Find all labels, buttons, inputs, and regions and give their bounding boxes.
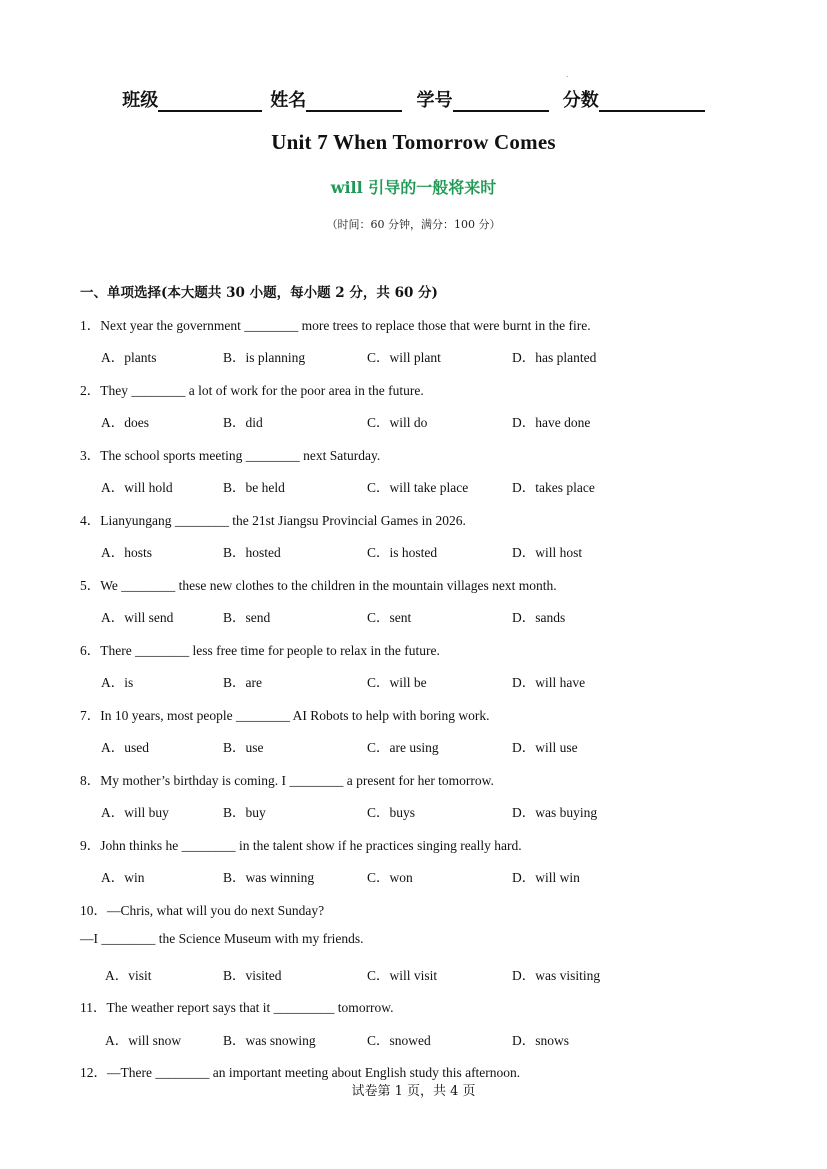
question-stem: 12．—There ________ an important meeting about English study this afternoon. (80, 1065, 521, 1080)
option-a[interactable]: A．is (101, 675, 134, 690)
option-c[interactable]: C．are using (367, 740, 439, 755)
option-d[interactable]: D．will use (512, 740, 578, 755)
score-field (563, 86, 705, 112)
option-d[interactable]: D．was buying (512, 805, 598, 820)
option-a[interactable]: A．visit (105, 968, 152, 983)
option-b[interactable]: B．visited (223, 968, 282, 983)
question-stem-line2: —I ________ the Science Museum with my friends. (80, 931, 364, 946)
option-b[interactable]: B．are (223, 675, 262, 690)
option-d[interactable]: D．will host (512, 545, 583, 560)
class-blank[interactable] (158, 90, 262, 112)
option-a[interactable]: A．win (101, 870, 145, 885)
question-stem: 7．In 10 years, most people ________ AI Robots to help with boring work. (80, 708, 490, 723)
option-d[interactable]: D．takes place (512, 480, 595, 495)
option-c[interactable]: C．buys (367, 805, 416, 820)
question-stem: 11．The weather report says that it _________ tomorrow. (80, 1000, 394, 1015)
question-stem: 9．John thinks he ________ in the talent show if he practices singing really hard. (80, 838, 522, 853)
question-stem: 5．We ________ these new clothes to the children in the mountain villages next month. (80, 578, 557, 593)
option-d[interactable]: D．will win (512, 870, 580, 885)
option-c[interactable]: C．will be (367, 675, 427, 690)
option-c[interactable]: C．will visit (367, 968, 438, 983)
option-a[interactable]: A．will hold (101, 480, 173, 495)
option-a[interactable]: A．will send (101, 610, 174, 625)
option-c[interactable]: C．is hosted (367, 545, 438, 560)
class-field (122, 86, 262, 112)
option-a[interactable]: A．will buy (101, 805, 169, 820)
question-stem: 4．Lianyungang ________ the 21st Jiangsu Provincial Games in 2026. (80, 513, 466, 528)
option-b[interactable]: B．send (223, 610, 271, 625)
question-stem: 8．My mother’s birthday is coming. I ________ a present for her tomorrow. (80, 773, 494, 788)
name-blank[interactable] (306, 90, 402, 112)
option-b[interactable]: B．was snowing (223, 1033, 316, 1048)
option-d[interactable]: D．sands (512, 610, 566, 625)
option-b[interactable]: B．was winning (223, 870, 315, 885)
option-d[interactable]: D．was visiting (512, 968, 601, 983)
question-stem: 6．There ________ less free time for people to relax in the future. (80, 643, 440, 658)
option-b[interactable]: B．did (223, 415, 263, 430)
option-a[interactable]: A．plants (101, 350, 157, 365)
option-a[interactable]: A．used (101, 740, 149, 755)
option-c[interactable]: C．will plant (367, 350, 441, 365)
option-a[interactable]: A．will snow (105, 1033, 182, 1048)
name-field (270, 86, 402, 112)
option-c[interactable]: C．sent (367, 610, 412, 625)
option-b[interactable]: B．use (223, 740, 264, 755)
option-c[interactable]: C．snowed (367, 1033, 431, 1048)
option-d[interactable]: D．have done (512, 415, 591, 430)
page-subtitle: will 引导的一般将来时 (330, 178, 497, 197)
option-b[interactable]: B．be held (223, 480, 285, 495)
class-label: 班级 (122, 90, 159, 111)
option-d[interactable]: D．has planted (512, 350, 597, 365)
option-d[interactable]: D．snows (512, 1033, 570, 1048)
id-field (417, 86, 549, 112)
option-c[interactable]: C．won (367, 870, 413, 885)
page-footer: 试卷第 1 页，共 4 页 (351, 1084, 476, 1099)
option-b[interactable]: B．hosted (223, 545, 281, 560)
name-label: 姓名 (270, 90, 307, 111)
score-blank[interactable] (599, 90, 705, 112)
option-c[interactable]: C．will do (367, 415, 428, 430)
id-blank[interactable] (453, 90, 549, 112)
page-title: Unit 7 When Tomorrow Comes (271, 130, 556, 154)
exam-meta: （时间：60 分钟，满分：100 分） (326, 218, 501, 231)
question-stem: 10．—Chris, what will you do next Sunday? (80, 903, 325, 918)
question-stem: 1．Next year the government ________ more trees to replace those that were burnt in the fire. (80, 318, 591, 333)
option-a[interactable]: A．hosts (101, 545, 153, 560)
question-stem: 2．They ________ a lot of work for the poor area in the future. (80, 383, 424, 398)
option-b[interactable]: B．is planning (223, 350, 306, 365)
option-b[interactable]: B．buy (223, 805, 266, 820)
decorative-dot: . (566, 70, 569, 79)
option-d[interactable]: D．will have (512, 675, 586, 690)
student-info-row (0, 86, 827, 112)
id-label: 学号 (416, 90, 453, 111)
section-title: 一、单项选择(本大题共 30 小题，每小题 2 分，共 60 分) (80, 285, 438, 301)
score-label: 分数 (562, 90, 599, 111)
option-a[interactable]: A．does (101, 415, 149, 430)
question-stem: 3．The school sports meeting ________ next Saturday. (80, 448, 381, 463)
option-c[interactable]: C．will take place (367, 480, 469, 495)
